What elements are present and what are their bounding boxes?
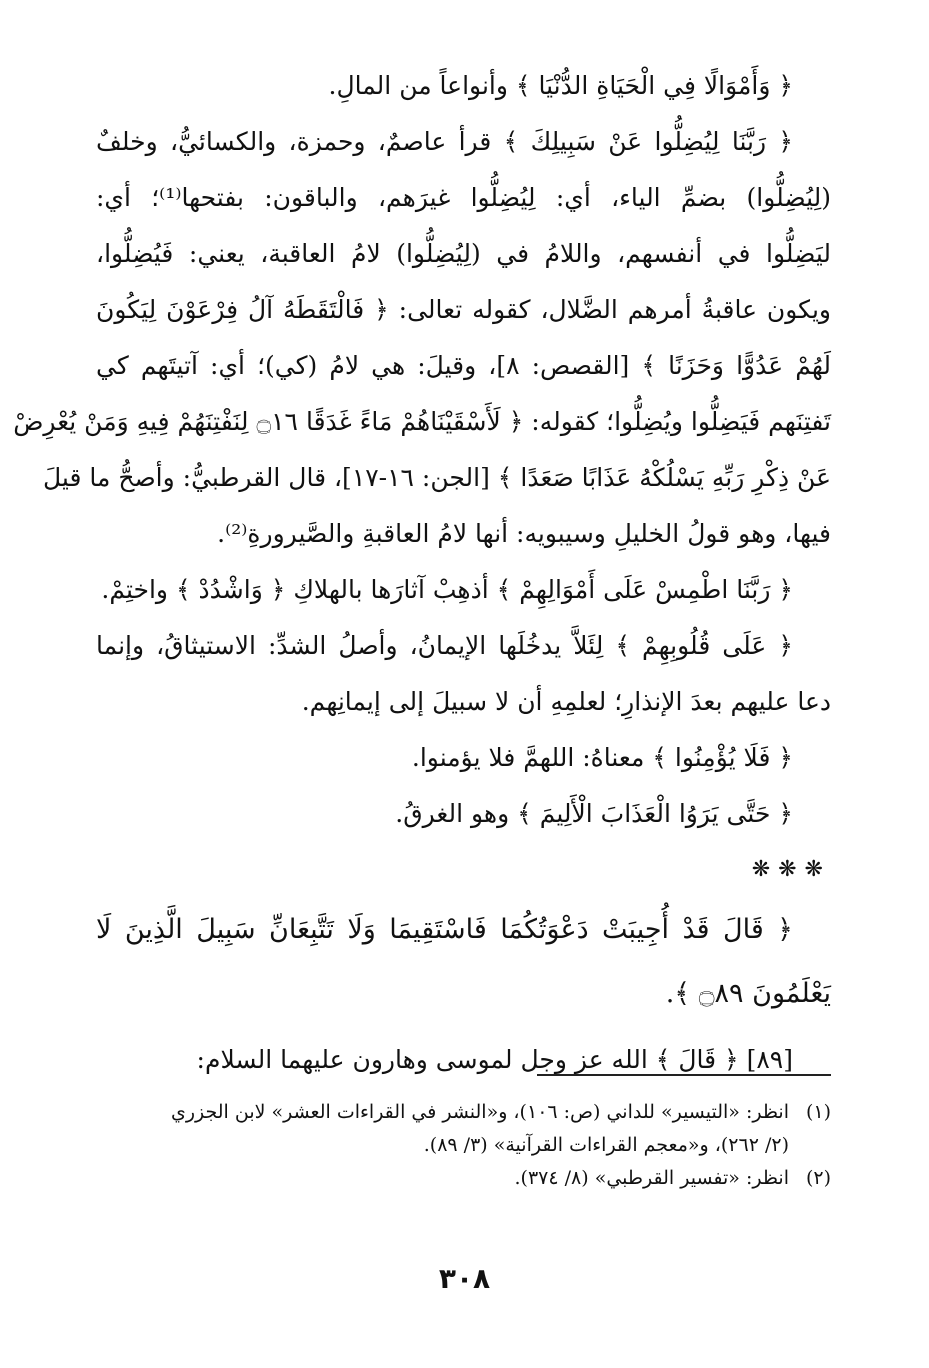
text-line: (لِيُضِلُّوا) بضمِّ الياء، أي: لِيُضِلُّوا غيرَهم، والباقون: بفتحها⁽¹⁾؛ أي: <box>96 183 831 212</box>
footnote-text <box>96 1096 789 1162</box>
footnote-number: (٢) <box>805 1167 831 1189</box>
text-line: ويكون عاقبةُ أمرهم الضَّلال، كقوله تعالى: ﴿ فَالْتَقَطَهُ آلُ فِرْعَوْنَ لِيَكُونَ <box>96 295 831 324</box>
main-text <box>13 58 832 1088</box>
footnotes <box>96 1096 831 1195</box>
footnote-line: (٢/ ٢٦٢)، و«معجم القراءات القرآنية» (٣/ ٨٩). <box>423 1134 789 1156</box>
page-number: ٣٠٨ <box>438 1262 491 1295</box>
text-line: لَهُمْ عَدُوًّا وَحَزَنًا ﴾ [القصص: ٨]، وقيلَ: هي لامُ (كي)؛ أي: آتيتَهم كي <box>96 351 832 380</box>
text-line: ليَضِلُّوا في أنفسهم، واللامُ في (لِيُضِلُّوا) لامُ العاقبة، يعني: فَيُضِلُّوا، <box>96 239 831 268</box>
text-line: تَفتِنَهم فَيَضِلُّوا ويُضِلُّوا؛ كقوله: ﴿ لَأَسْقَيْنَاهُمْ مَاءً غَدَقًا ۝١٦ لِنَفْتِنَهُمْ فِيهِ وَمَنْ يُعْرِضْ <box>13 407 831 436</box>
text-line: فيها، وهو قولُ الخليلِ وسيبويه: أنها لامُ العاقبةِ والصَّيرورةِ⁽²⁾. <box>217 519 831 548</box>
footnote <box>96 1096 831 1162</box>
text-line: ﴿ فَلَا يُؤْمِنُوا ﴾ معناهُ: اللهمَّ فلا يؤمنوا. <box>411 743 793 772</box>
footnote-text <box>96 1162 789 1195</box>
footnote-divider <box>537 1074 831 1076</box>
text-line: ﴿ رَبَّنَا اطْمِسْ عَلَى أَمْوَالِهِمْ ﴾ أذهِبْ آثارَها بالهلاكِ ﴿ وَاشْدُدْ ﴾ واختِمْ. <box>101 575 793 604</box>
footnote-line: انظر: «تفسير القرطبي» (٨/ ٣٧٤). <box>514 1167 789 1189</box>
footnote <box>96 1162 831 1195</box>
section-separator: ❋❋❋ <box>751 857 831 882</box>
text-line: عَنْ ذِكْرِ رَبِّهِ يَسْلُكْهُ عَذَابًا صَعَدًا ﴾ [الجن: ١٦-١٧]، قال القرطبيُّ: وأصحُّ ما قيلَ <box>42 463 831 492</box>
verse-line: يَعْلَمُونَ ۝٨٩ ﴾. <box>665 978 831 1009</box>
commentary-line: [٨٩] ﴿ قَالَ ﴾ الله عز وجل لموسى وهارون عليهما السلام: <box>196 1045 793 1074</box>
text-line: دعا عليهم بعدَ الإنذارِ؛ لعلمِهِ أن لا سبيلَ إلى إيمانِهم. <box>301 687 831 716</box>
text-line: ﴿ رَبَّنَا لِيُضِلُّوا عَنْ سَبِيلِكَ ﴾ قرأ عاصمٌ، وحمزة، والكسائيُّ، وخلفٌ <box>96 127 793 156</box>
text-line: ﴿ وَأَمْوَالًا فِي الْحَيَاةِ الدُّنْيَا ﴾ وأنواعاً من المالِ. <box>328 71 793 100</box>
verse-line: ﴿ قَالَ قَدْ أُجِيبَتْ دَعْوَتُكُمَا فَاسْتَقِيمَا وَلَا تَتَّبِعَانِّ سَبِيلَ الَّذِينَ لَا <box>96 914 793 945</box>
footnote-line: انظر: «التيسير» للداني (ص: ١٠٦)، و«النشر في القراءات العشر» لابن الجزري <box>170 1101 789 1123</box>
text-line: ﴿ عَلَى قُلُوبِهِمْ ﴾ لِئَلاَّ يدخُلَها الإيمانُ، وأصلُ الشدِّ: الاستيثاقُ، وإنما <box>96 631 794 660</box>
footnote-number: (١) <box>805 1101 831 1123</box>
text-line: ﴿ حَتَّى يَرَوُا الْعَذَابَ الْأَلِيمَ ﴾ وهو الغرقُ. <box>395 799 793 828</box>
